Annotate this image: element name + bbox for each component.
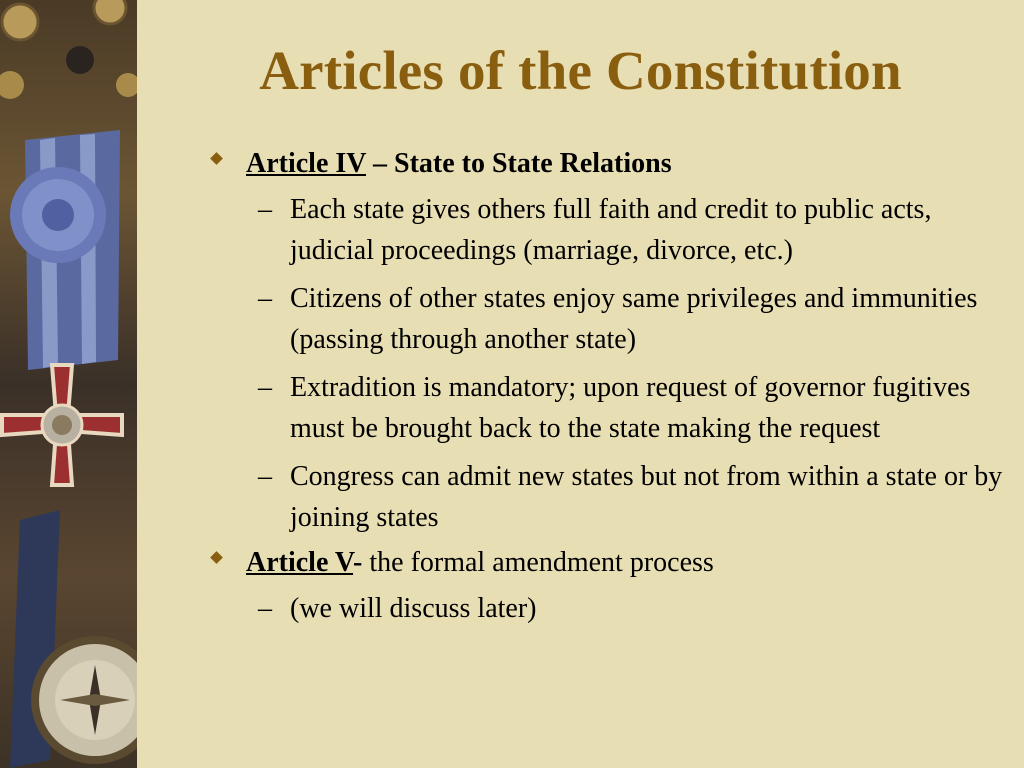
sub-bullet-text: Citizens of other states enjoy same privileges and immunities (passing through another state) [290,283,978,355]
dash-icon: – [258,194,272,225]
bullet-separator: – [366,148,394,179]
medal-collage-illustration [0,0,137,768]
sub-bullet-text: Extradition is mandatory; upon request of governor fugitives must be brought back to the state making the request [290,372,971,444]
dash-icon: – [258,593,272,624]
sub-bullet-text: Each state gives others full faith and credit to public acts, judicial proceedings (marriage, divorce, etc.) [290,194,932,266]
bullet-article-v [210,545,1010,580]
bullet-list [210,146,1010,636]
sub-bullet [210,189,1006,271]
sub-bullet-text: Congress can admit new states but not from within a state or by joining states [290,461,1003,533]
dash-icon: – [258,372,272,403]
bullet-heading: Article IV [246,148,366,179]
bullet-text: the formal amendment process [369,547,714,578]
sub-bullet [210,456,1006,538]
slide-title: Articles of the Constitution [259,40,902,101]
bullet-heading: Article V [246,547,354,578]
diamond-bullet-icon [210,152,223,165]
sub-bullet [210,367,1006,449]
sub-bullet [210,588,1006,629]
bullet-article-iv [210,146,1010,181]
sub-bullet [210,278,1006,360]
dash-icon: – [258,283,272,314]
decorative-sidebar-image [0,0,137,768]
sub-bullet-text: (we will discuss later) [290,593,537,624]
bullet-separator: - [353,547,370,578]
diamond-bullet-icon [210,551,223,564]
dash-icon: – [258,461,272,492]
bullet-text: State to State Relations [394,148,672,179]
